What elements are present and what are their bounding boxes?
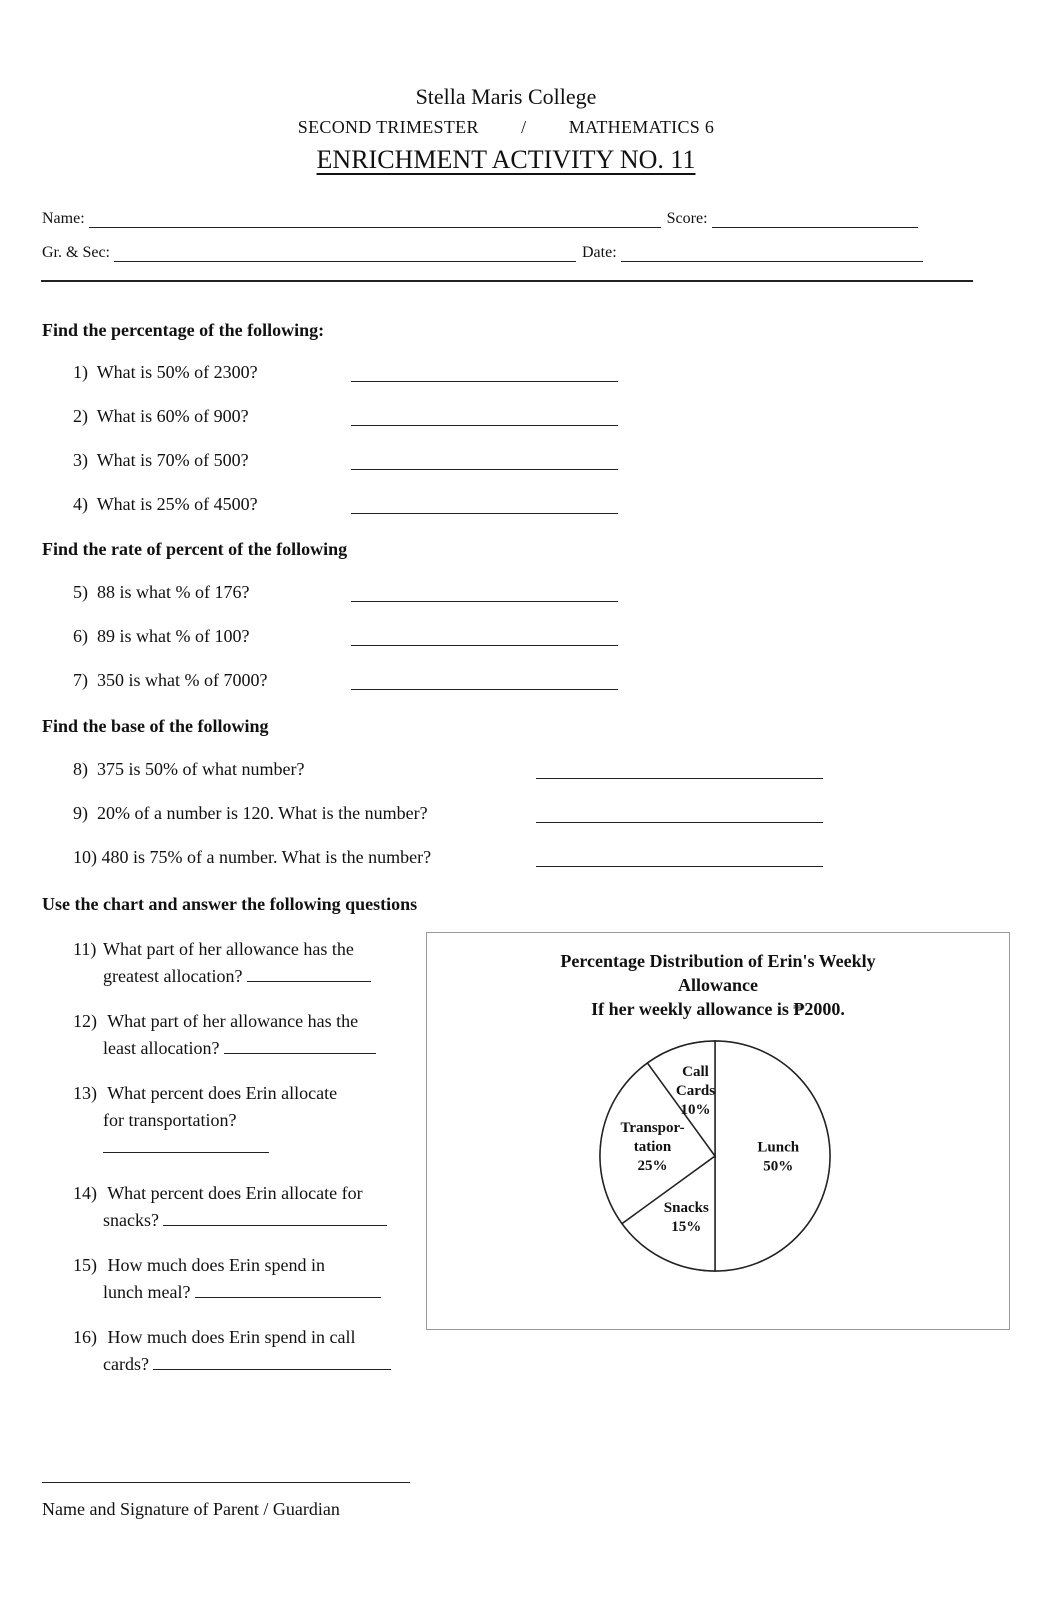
slice-label-line: Snacks (663, 1199, 709, 1216)
slice-label-line: tation (633, 1139, 672, 1156)
chart-title-line1: Percentage Distribution of Erin's Weekly (560, 951, 876, 971)
question-number: 12) (73, 1011, 97, 1031)
answer-line-2[interactable] (351, 425, 618, 426)
answer-blank-12[interactable] (224, 1052, 376, 1054)
question-number: 7) (73, 670, 88, 690)
term-label: SECOND TRIMESTER (297, 117, 479, 137)
grade-section-field[interactable] (114, 245, 576, 262)
header-divider (41, 280, 973, 282)
question-10 (73, 847, 431, 868)
chart-title (427, 949, 1009, 1021)
school-name: Stella Maris College (415, 84, 597, 109)
question-text-line2: greatest allocation? (103, 966, 243, 986)
chart-question-16 (73, 1324, 413, 1378)
question-number: 3) (73, 450, 88, 470)
question-text: What is 70% of 500? (96, 450, 249, 470)
pie-slice-lunch (715, 1041, 830, 1271)
question-text: 480 is 75% of a number. What is the number? (101, 847, 432, 867)
question-2 (73, 406, 249, 427)
name-field[interactable] (89, 211, 661, 228)
slice-label-line: 25% (637, 1158, 668, 1175)
question-number: 13) (73, 1083, 97, 1103)
section-chart: Use the chart and answer the following questions (42, 894, 418, 914)
question-text-line2: least allocation? (103, 1038, 220, 1058)
question-3 (73, 450, 249, 471)
question-number: 4) (73, 494, 88, 514)
section-percentage: Find the percentage of the following: (42, 320, 325, 340)
question-number: 10) (73, 847, 97, 867)
question-text-line2: lunch meal? (103, 1282, 191, 1302)
date-field[interactable] (621, 245, 923, 262)
question-number: 14) (73, 1183, 97, 1203)
answer-line-1[interactable] (351, 381, 618, 382)
question-text-line2: for transportation? (103, 1110, 237, 1130)
pie-chart-box (426, 932, 1010, 1330)
term-subject-line (0, 117, 1012, 138)
answer-line-4[interactable] (351, 513, 618, 514)
score-field[interactable] (712, 211, 918, 228)
question-number: 5) (73, 582, 88, 602)
slice-label-line: 10% (680, 1101, 711, 1118)
slice-label-line: 50% (763, 1158, 794, 1175)
question-text: 88 is what % of 176? (97, 582, 250, 602)
answer-line-7[interactable] (351, 689, 618, 690)
question-number: 6) (73, 626, 88, 646)
question-8 (73, 759, 304, 780)
subject-label: MATHEMATICS 6 (568, 117, 715, 137)
answer-line-3[interactable] (351, 469, 618, 470)
signature-line[interactable] (42, 1482, 410, 1483)
chart-question-15 (73, 1252, 413, 1306)
answer-line-8[interactable] (536, 778, 823, 779)
question-text-line1: How much does Erin spend in (107, 1255, 325, 1275)
slice-label-line: Call (682, 1063, 709, 1080)
question-text: 89 is what % of 100? (97, 626, 250, 646)
answer-blank-14[interactable] (163, 1224, 387, 1226)
signature-label: Name and Signature of Parent / Guardian (42, 1499, 340, 1519)
question-number: 2) (73, 406, 88, 426)
question-text-line1: What percent does Erin allocate (107, 1083, 338, 1103)
question-text: What is 50% of 2300? (96, 362, 258, 382)
chart-title-line3: If her weekly allowance is ₱2000. (591, 999, 845, 1019)
question-text-line1: What part of her allowance has the (103, 939, 354, 959)
question-text: 350 is what % of 7000? (97, 670, 268, 690)
activity-title: ENRICHMENT ACTIVITY NO. 11 (316, 145, 696, 174)
question-6 (73, 626, 249, 647)
answer-line-9[interactable] (536, 822, 823, 823)
name-score-row (42, 210, 918, 228)
section-base: Find the base of the following (42, 716, 269, 736)
question-number: 8) (73, 759, 88, 779)
answer-blank-13[interactable] (103, 1151, 269, 1153)
slice-label-line: 15% (671, 1218, 702, 1235)
section-rate: Find the rate of percent of the following (42, 539, 348, 559)
question-text: 20% of a number is 120. What is the number? (97, 803, 428, 823)
date-label: Date: (582, 244, 617, 261)
question-text-line1: What part of her allowance has the (107, 1011, 359, 1031)
question-text-line2: snacks? (103, 1210, 159, 1230)
question-7 (73, 670, 267, 691)
question-text: What is 60% of 900? (96, 406, 249, 426)
question-number: 1) (73, 362, 88, 382)
term-separator: / (521, 117, 527, 137)
slice-label-line: Cards (675, 1082, 716, 1099)
score-label: Score: (666, 210, 708, 227)
question-text-line1: What percent does Erin allocate for (107, 1183, 363, 1203)
chart-question-14 (73, 1180, 413, 1234)
question-1 (73, 362, 258, 383)
name-label: Name: (42, 210, 85, 227)
question-text-line2: cards? (103, 1354, 149, 1374)
slice-label-line: Transpor- (620, 1120, 685, 1137)
question-number: 16) (73, 1327, 97, 1347)
answer-line-6[interactable] (351, 645, 618, 646)
question-text: What is 25% of 4500? (96, 494, 258, 514)
answer-blank-15[interactable] (195, 1296, 381, 1298)
answer-line-10[interactable] (536, 866, 823, 867)
chart-question-11 (73, 936, 413, 990)
answer-blank-16[interactable] (153, 1368, 391, 1370)
chart-question-13 (73, 1080, 413, 1161)
question-number: 15) (73, 1255, 97, 1275)
slice-label-line: Lunch (757, 1139, 800, 1156)
grade-section-label: Gr. & Sec: (42, 244, 110, 261)
question-text: 375 is 50% of what number? (97, 759, 305, 779)
question-4 (73, 494, 258, 515)
chart-question-12 (73, 1008, 413, 1062)
answer-blank-11[interactable] (247, 980, 371, 982)
question-number: 11) (73, 939, 97, 959)
question-text-line1: How much does Erin spend in call (107, 1327, 356, 1347)
chart-title-line2: Allowance (678, 975, 758, 995)
question-9 (73, 803, 428, 824)
answer-line-5[interactable] (351, 601, 618, 602)
grade-date-row (42, 244, 923, 262)
question-5 (73, 582, 249, 603)
question-number: 9) (73, 803, 88, 823)
